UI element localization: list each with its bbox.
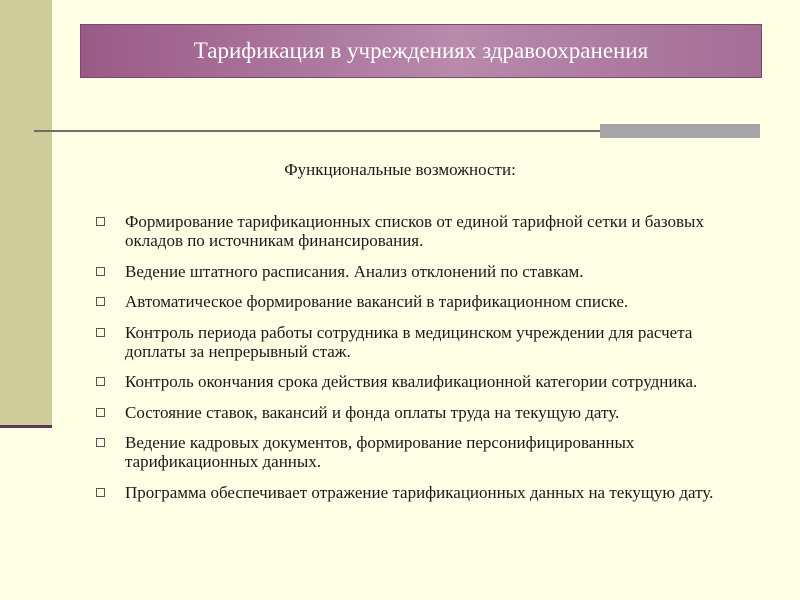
list-item (96, 483, 746, 502)
square-bullet-icon (96, 438, 105, 447)
list-item-text: Программа обеспечивает отражение тарификационных данных на текущую дату. (125, 482, 714, 502)
list-item-text: Автоматическое формирование вакансий в тарификационном списке. (125, 292, 629, 311)
square-bullet-icon (96, 267, 105, 276)
list-item (96, 292, 746, 311)
left-bar-underline (0, 425, 52, 428)
list-item (96, 212, 746, 250)
divider-block (600, 124, 760, 138)
square-bullet-icon (96, 328, 105, 337)
list-item-text: Ведение кадровых документов, формирование персонифицированных тарификационных данных. (125, 433, 635, 471)
list-item-text: Контроль периода работы сотрудника в медицинском учреждении для расчета доплаты за непрерывный стаж. (125, 322, 693, 361)
list-item-text: Ведение штатного расписания. Анализ отклонений по ставкам. (125, 261, 584, 281)
list-item-text: Формирование тарификационных списков от единой тарифной сетки и базовых окладов по источникам финансирования. (125, 212, 704, 250)
left-decorative-bar (0, 0, 52, 425)
list-item (96, 433, 746, 471)
list-item-text: Контроль окончания срока действия квалификационной категории сотрудника. (125, 372, 698, 391)
list-item-text: Состояние ставок, вакансий и фонда оплаты труда на текущую дату. (125, 402, 620, 422)
square-bullet-icon (96, 408, 105, 417)
square-bullet-icon (96, 377, 105, 386)
list-item (96, 372, 746, 391)
square-bullet-icon (96, 488, 105, 497)
divider-line (34, 130, 600, 132)
square-bullet-icon (96, 217, 105, 226)
list-item (96, 262, 746, 281)
feature-list (96, 212, 746, 513)
square-bullet-icon (96, 297, 105, 306)
title-banner (80, 24, 762, 78)
list-item (96, 323, 746, 361)
slide-title: Тарификация в учреждениях здравоохранения (193, 38, 649, 63)
list-item (96, 403, 746, 422)
section-subtitle: Функциональные возможности: (284, 160, 516, 179)
